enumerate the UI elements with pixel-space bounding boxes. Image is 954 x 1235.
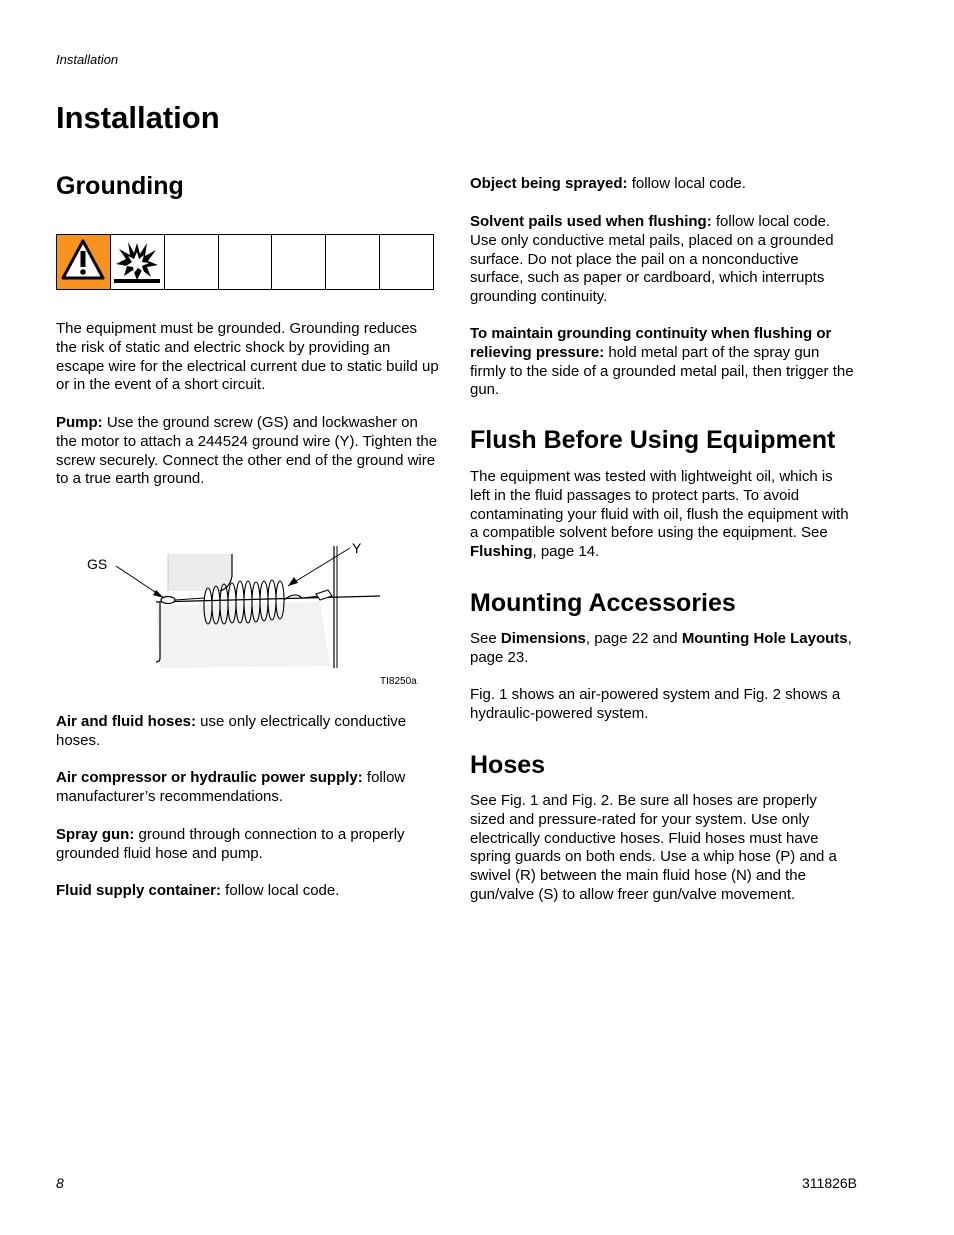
figure-label-gs: GS bbox=[87, 556, 108, 572]
pump-text: Use the ground screw (GS) and lockwasher on the motor to attach a 244524 ground wire (Y). Tighten the screw securely. Connect the other end of the ground wire to a true earth ground. bbox=[56, 414, 438, 488]
figure-label-y: Y bbox=[352, 540, 362, 556]
ground-wire-figure bbox=[80, 536, 440, 686]
ground-wire-illustration bbox=[80, 536, 440, 686]
mounting-heading: Mounting Accessories bbox=[470, 589, 736, 617]
grounding-intro: The equipment must be grounded. Grounding reduces the risk of static and electric shock by providing an escape wire for the electrical current due to static build up or in the event of a short circuit. bbox=[56, 320, 439, 394]
dimensions-link[interactable]: Dimensions bbox=[500, 630, 586, 647]
running-head: Installation bbox=[56, 52, 119, 67]
explosion-hazard-icon bbox=[114, 237, 160, 283]
container-paragraph: Fluid supply container: follow local code. bbox=[56, 882, 340, 899]
continuity-paragraph: To maintain grounding continuity when flushing or relieving pressure: hold metal part of the spray gun firmly to the side of a grounded metal pail, then trigger the gun. bbox=[470, 325, 854, 399]
flushing-link[interactable]: Flushing bbox=[470, 543, 533, 561]
hoses-heading: Hoses bbox=[470, 751, 546, 779]
grounding-heading: Grounding bbox=[56, 172, 184, 200]
mounting-hole-layouts-link[interactable]: Mounting Hole Layouts bbox=[681, 630, 848, 647]
solvent-pails-paragraph: Solvent pails used when flushing: follow local code. Use only conductive metal pails, placed on a grounded surface. Do not place the pail on a nonconductive surface, such as paper or cardboard, which interrupts grounding continuity. bbox=[470, 213, 834, 306]
pump-paragraph bbox=[56, 414, 442, 489]
hoses-paragraph: See Fig. 1 and Fig. 2. Be sure all hoses are properly sized and pressure-rated for your system. Use only electrically conductive hoses. Fluid hoses must have spring guards on both ends. Use a whip hose (P) and a swivel (R) between the main fluid hose (N) and the gun/valve (S) to allow freer gun/valve movement. bbox=[470, 792, 837, 903]
flush-heading: Flush Before Using Equipment bbox=[470, 426, 836, 454]
object-paragraph: Object being sprayed: follow local code. bbox=[470, 175, 746, 192]
mounting-paragraph: See Dimensions, page 22 and Mounting Hole Layouts, page 23. bbox=[470, 630, 852, 666]
mounting-figure-paragraph: Fig. 1 shows an air-powered system and Fig. 2 shows a hydraulic-powered system. bbox=[470, 686, 841, 722]
warning-cell bbox=[57, 235, 111, 290]
flush-paragraph: The equipment was tested with lightweight oil, which is left in the fluid passages to protect parts. To avoid contaminating your fluid with oil, flush the equipment with a compatible solvent before using the equipment. See Flushing, page 14. bbox=[470, 468, 849, 561]
document-number: 311826B bbox=[802, 1175, 858, 1191]
page-number: 8 bbox=[56, 1175, 64, 1191]
pump-label: Pump: bbox=[56, 414, 103, 431]
explosion-cell bbox=[110, 235, 164, 290]
exclamation-warning-icon bbox=[61, 238, 105, 282]
spray-gun-paragraph: Spray gun: ground through connection to a properly grounded fluid hose and pump. bbox=[56, 826, 405, 862]
page-title: Installation bbox=[56, 100, 220, 135]
compressor-paragraph: Air compressor or hydraulic power supply: follow manufacturer’s recommendations. bbox=[56, 769, 406, 805]
hoses-grounding-paragraph: Air and fluid hoses: use only electrically conductive hoses. bbox=[56, 713, 407, 749]
figure-id: TI8250a bbox=[380, 676, 417, 687]
warning-symbol-table bbox=[56, 234, 434, 290]
